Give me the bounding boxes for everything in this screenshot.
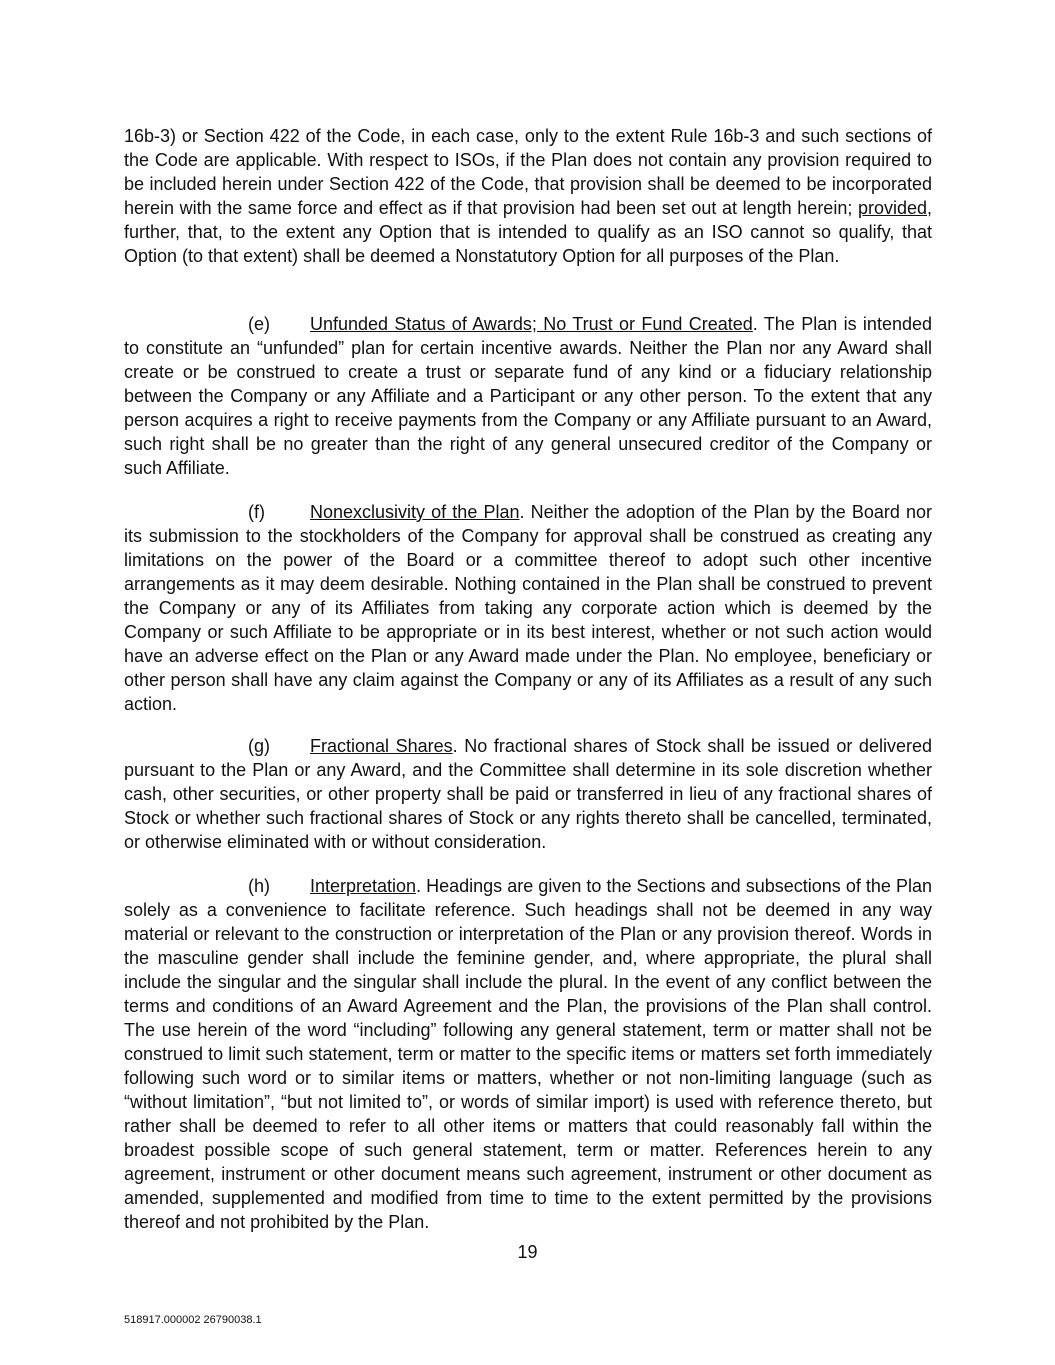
section-f-body: . Neither the adoption of the Plan by the Board nor its submission to the stockholders of the Company for approval shall be construed as creating any limitations on the power of the Board or a committee thereof to adopt such other incentive arrangements as it may deem desirable. Nothing contained in the Plan shall be construed to prevent the Company or any of its Affiliates from taking any corporate action which is deemed by the Company or such Affiliate to be appropriate or in its best interest, whether or not such action would have an adverse effect on the Plan or any Award made under the Plan. No employee, beneficiary or other person shall have any claim against the Company or any of its Affiliates as a result of any such action. [124, 502, 932, 714]
section-f-heading: Nonexclusivity of the Plan [310, 502, 520, 522]
section-h-body: . Headings are given to the Sections and subsections of the Plan solely as a convenience to facilitate reference. Such headings shall not be deemed in any way material or relevant to the construction or interpretation of the Plan or any provision thereof. Words in the masculine gender shall include the feminine gender, and, where appropriate, the plural shall include the singular and the singular shall include the plural. In the event of any conflict between the terms and conditions of an Award Agreement and the Plan, the provisions of the Plan shall control. The use herein of the word “including” following any general statement, term or matter shall not be construed to limit such statement, term or matter to the specific items or matters set forth immediately following such word or to similar items or matters, whether or not non-limiting language (such as “without limitation”, “but not limited to”, or words of similar import) is used with reference thereto, but rather shall be deemed to refer to all other items or matters that could reasonably fall within the broadest possible scope of such general statement, term or matter. References herein to any agreement, instrument or other document means such agreement, instrument or other document as amended, supplemented and modified from time to time to the extent permitted by the provisions thereof and not prohibited by the Plan. [124, 876, 932, 1232]
section-f-label: (f) [248, 502, 265, 522]
section-e-paragraph [124, 312, 932, 480]
paragraph-d-text-a: 16b-3) or Section 422 of the Code, in each case, only to the extent Rule 16b-3 and such sections of the Code are applicable. With respect to ISOs, if the Plan does not contain any provision required to be included herein under Section 422 of the Code, that provision shall be deemed to be incorporated herein with the same force and effect as if that provision had been set out at length herein; [124, 126, 932, 218]
document-id: 518917.000002 26790038.1 [124, 1314, 262, 1326]
section-h-paragraph [124, 874, 932, 1234]
section-e-label: (e) [248, 314, 270, 334]
paragraph-d-continuation [124, 124, 932, 268]
section-e-heading: Unfunded Status of Awards; No Trust or Fund Created [310, 314, 753, 334]
section-f-paragraph [124, 500, 932, 716]
section-g-label: (g) [248, 736, 270, 756]
paragraph-d-provided: provided [857, 198, 927, 218]
section-g-paragraph [124, 734, 932, 854]
section-h-label: (h) [248, 876, 270, 896]
section-e-body: . The Plan is intended to constitute an “unfunded” plan for certain incentive awards. Neither the Plan nor any Award shall create or be construed to create a trust or separate fund of any kind or a fiduciary relationship between the Company or any Affiliate and a Participant or any other person. To the extent that any person acquires a right to receive payments from the Company or any Affiliate pursuant to an Award, such right shall be no greater than the right of any general unsecured creditor of the Company or such Affiliate. [124, 314, 932, 478]
section-h-heading: Interpretation [310, 876, 417, 896]
section-g-body: . No fractional shares of Stock shall be issued or delivered pursuant to the Plan or any Award, and the Committee shall determine in its sole discretion whether cash, other securities, or other property shall be paid or transferred in lieu of any fractional shares of Stock or whether such fractional shares of Stock or any rights thereto shall be cancelled, terminated, or otherwise eliminated with or without consideration. [124, 736, 932, 852]
section-g-heading: Fractional Shares [310, 736, 453, 756]
paragraph-d-text-b: , further, that, to the extent any Option that is intended to qualify as an ISO cannot so qualify, that Option (to that extent) shall be deemed a Nonstatutory Option for all purposes of the Plan. [124, 198, 932, 266]
page-number: 19 [517, 1242, 538, 1262]
